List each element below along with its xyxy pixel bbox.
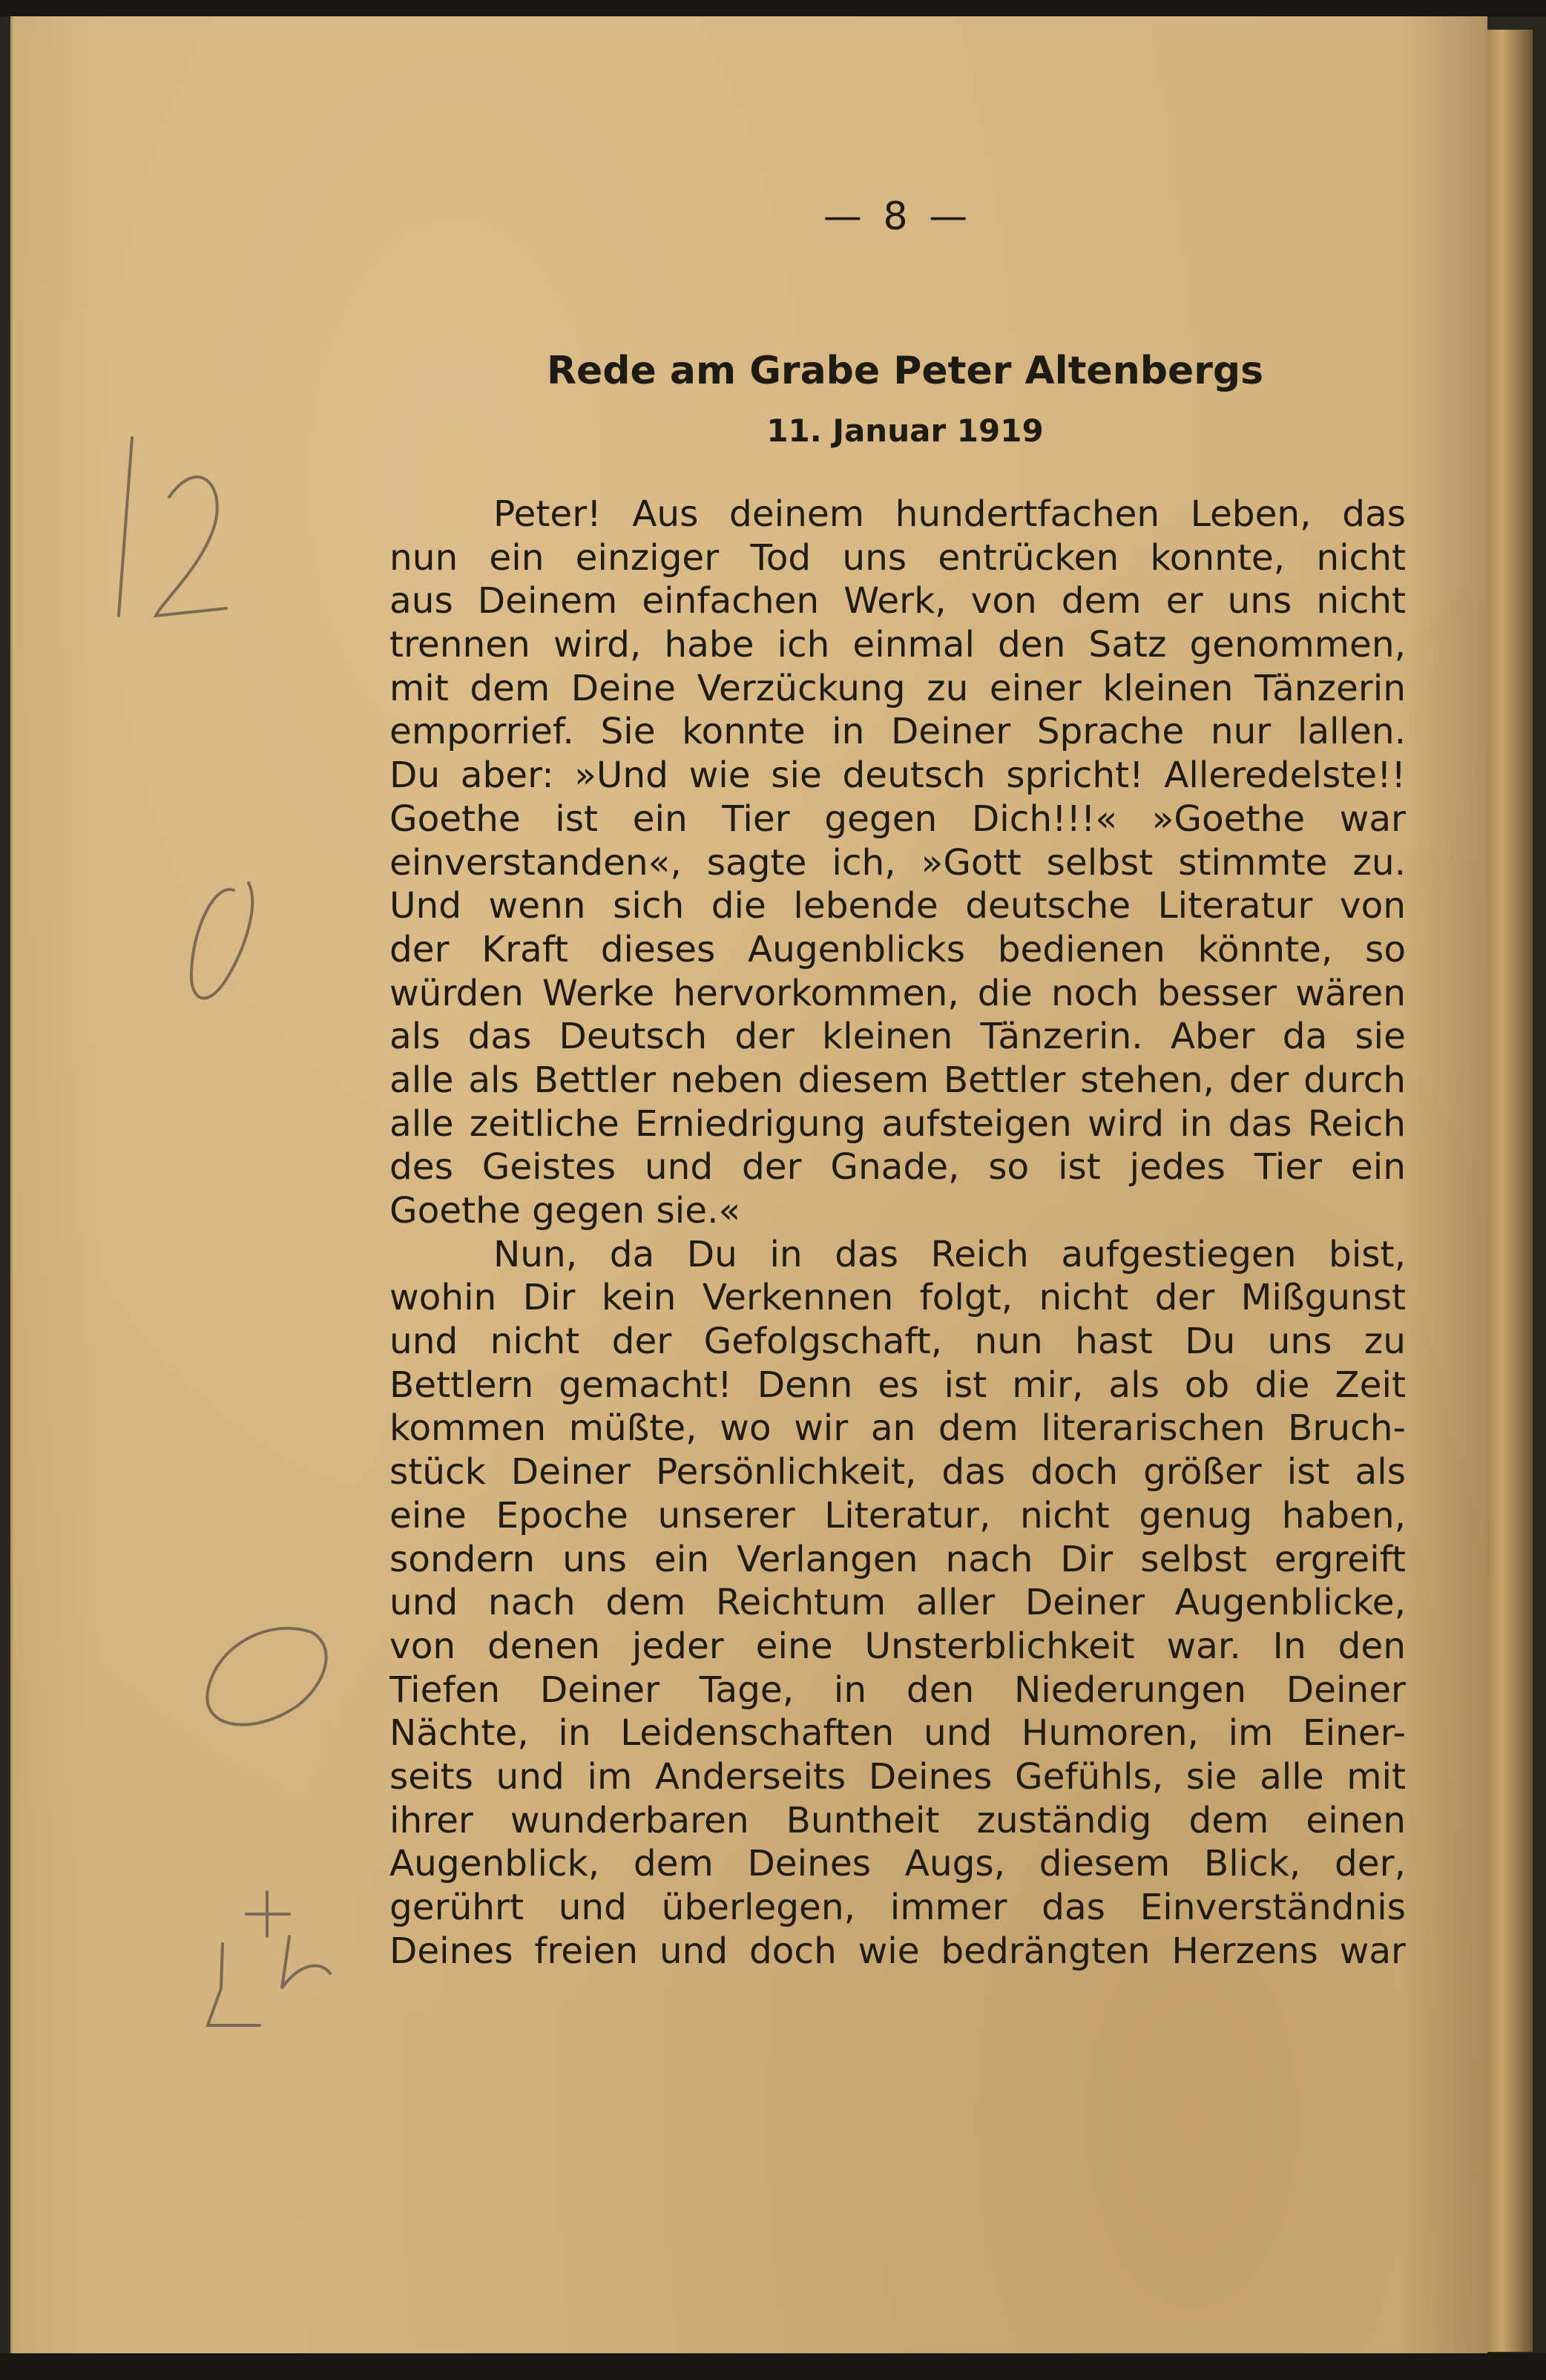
text-line: und nicht der Gefolgschaft, nun hast Du uns zu [389,1321,1406,1363]
text-line: einverstanden«, sagte ich, »Gott selbst stimmte zu. [389,841,1406,884]
text-line: von denen jeder eine Unsterblichkeit war. In den [389,1625,1406,1667]
text-line: alle als Bettler neben diesem Bettler stehen, der durch [389,1059,1406,1101]
text-line: Und wenn sich die lebende deutsche Literatur von [389,885,1406,927]
text-line: Augenblick, dem Deines Augs, diesem Blick, der, [389,1843,1406,1885]
text-line: Deines freien und doch wie bedrängten Herzens war [389,1930,1406,1972]
text-line: nun ein einziger Tod uns entrücken konnte, nicht [389,536,1406,579]
text-line: Du aber: »Und wie sie deutsch spricht! Alleredelste!! [389,755,1406,797]
text-line: sondern uns ein Verlangen nach Dir selbst ergreift [389,1538,1406,1580]
text-line: kommen müßte, wo wir an dem literarischen Bruch- [389,1407,1406,1450]
text-line: seits und im Anderseits Deines Gefühls, sie alle mit [389,1755,1406,1798]
text-line: eine Epoche unserer Literatur, nicht genug haben, [389,1494,1406,1536]
text-line: trennen wird, habe ich einmal den Satz genommen, [389,624,1406,666]
text-line: wohin Dir kein Verkennen folgt, nicht der Mißgunst [389,1277,1406,1319]
text-line: Goethe ist ein Tier gegen Dich!!!« »Goethe war [389,798,1406,840]
text-line: des Geistes und der Gnade, so ist jedes Tier ein [389,1146,1406,1189]
text-line: aus Deinem einfachen Werk, von dem er uns nicht [389,580,1406,622]
text-line: Nun, da Du in das Reich aufgestiegen bist, [493,1233,1406,1275]
text-line: stück Deiner Persönlichkeit, das doch größer ist als [389,1451,1406,1493]
text-line: der Kraft dieses Augenblicks bedienen könnte, so [389,928,1406,970]
speech-text [389,493,1406,1973]
text-line: gerührt und überlegen, immer das Einverständnis [389,1887,1406,1928]
page-title: Rede am Grabe Peter Altenbergs [546,349,1264,393]
text-line: und nach dem Reichtum aller Deiner Augenblicke, [389,1582,1406,1624]
page-subtitle-date: 11. Januar 1919 [766,412,1044,449]
text-line: alle zeitliche Erniedrigung aufsteigen wird in das Reich [389,1102,1406,1145]
text-line: würden Werke hervorkommen, die noch besser wären [389,972,1406,1014]
page-number: — 8 — [823,194,973,239]
text-line: als das Deutsch der kleinen Tänzerin. Aber da sie [389,1016,1406,1058]
text-line: Goethe gegen sie.« [389,1190,741,1232]
text-line: Tiefen Deiner Tage, in den Niederungen Deiner [389,1669,1406,1711]
scan-border-bottom [0,2353,1546,2380]
text-line: Nächte, in Leidenschaften und Humoren, im Einer- [389,1712,1406,1755]
scan-border-top [0,0,1546,16]
text-line: Bettlern gemacht! Denn es ist mir, als ob die Zeit [389,1364,1406,1406]
text-line: emporrief. Sie konnte in Deiner Sprache nur lallen. [389,711,1406,753]
book-spine [1481,30,1533,2352]
text-line: Peter! Aus deinem hundertfachen Leben, das [493,493,1406,535]
text-line: ihrer wunderbaren Buntheit zuständig dem einen [389,1799,1406,1841]
text-line: mit dem Deine Verzückung zu einer kleinen Tänzerin [389,667,1406,709]
